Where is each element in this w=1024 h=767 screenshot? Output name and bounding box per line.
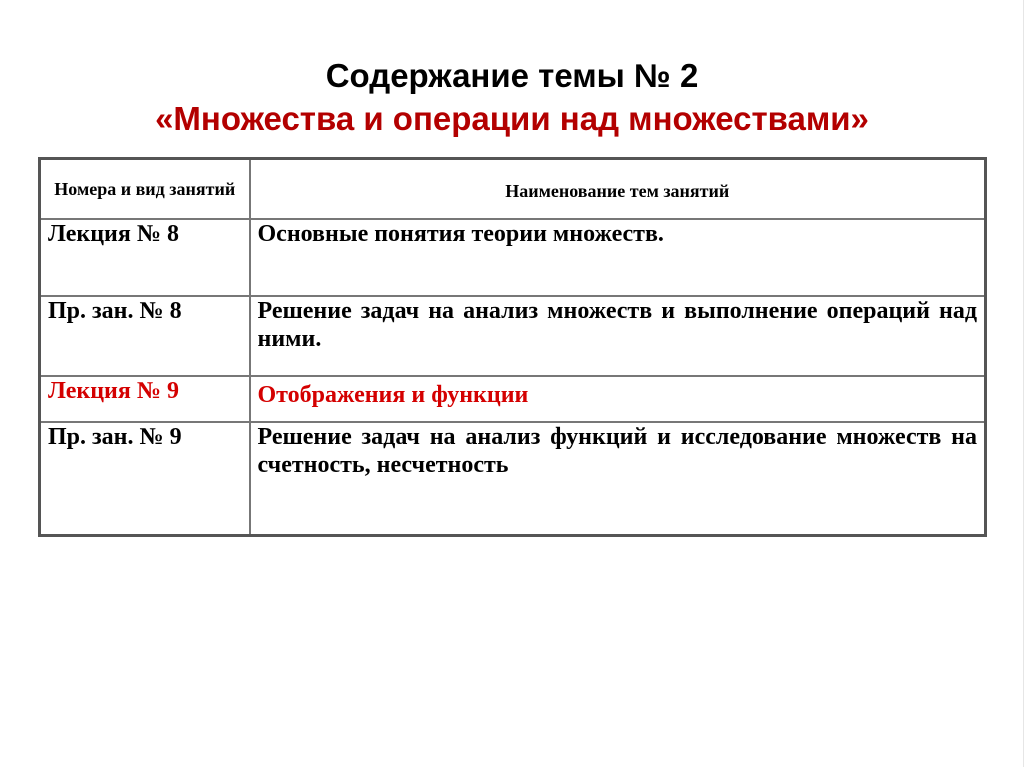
lesson-kind: Лекция № 9 xyxy=(40,376,250,422)
lesson-topic: Основные понятия теории множеств. xyxy=(250,219,986,296)
slide-subtitle: «Множества и операции над множествами» xyxy=(155,100,869,137)
table-row xyxy=(40,422,986,536)
lesson-topic: Решение задач на анализ множеств и выполнение операций над ними. xyxy=(250,296,986,376)
topics-table xyxy=(38,157,987,537)
lesson-kind: Лекция № 8 xyxy=(40,219,250,296)
table-row-highlighted xyxy=(40,376,986,422)
lesson-kind: Пр. зан. № 9 xyxy=(40,422,250,536)
lesson-topic: Решение задач на анализ функций и исследование множеств на счетность, несчетность xyxy=(250,422,986,536)
header-name: Наименование тем занятий xyxy=(250,159,986,220)
table-row xyxy=(40,219,986,296)
table-header-row xyxy=(40,159,986,220)
slide-title: Содержание темы № 2 xyxy=(325,57,699,94)
header-kind: Номера и вид занятий xyxy=(40,159,250,220)
table-row xyxy=(40,296,986,376)
lesson-kind: Пр. зан. № 8 xyxy=(40,296,250,376)
lesson-topic: Отображения и функции xyxy=(250,376,986,422)
